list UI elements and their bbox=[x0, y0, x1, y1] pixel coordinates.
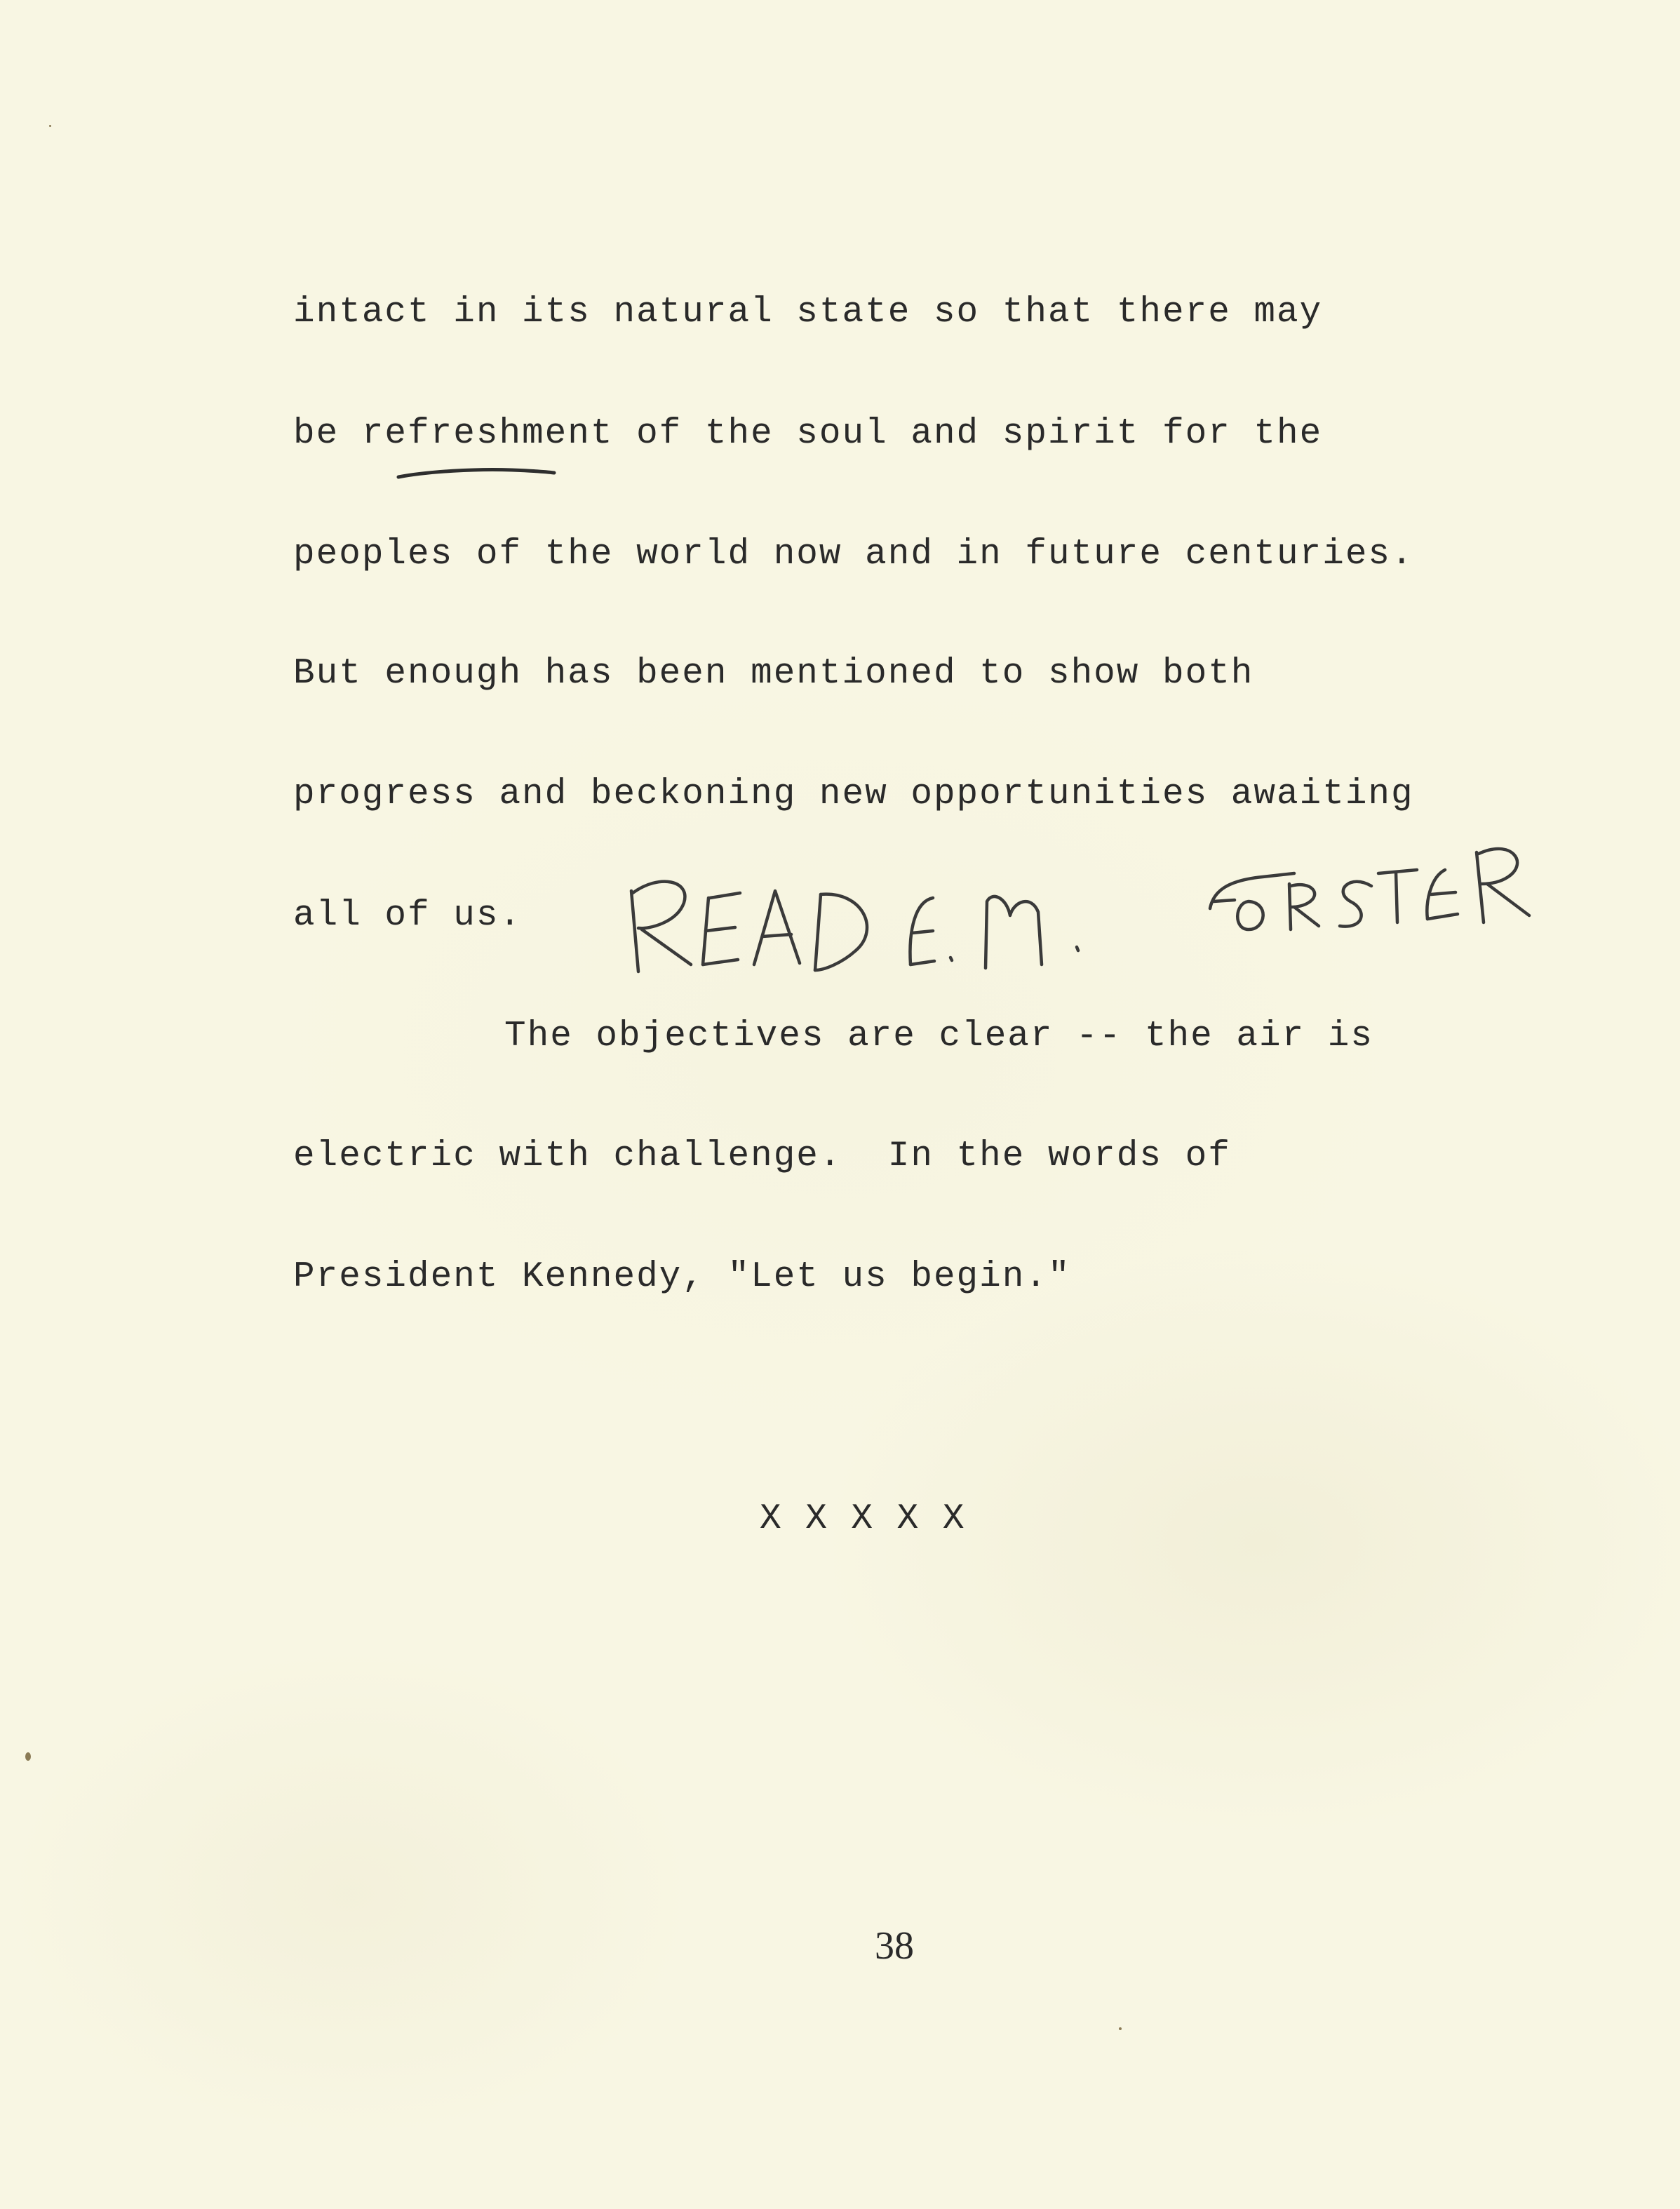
text-line-4: But enough has been mentioned to show both bbox=[293, 654, 1254, 694]
handwritten-note bbox=[617, 824, 1613, 993]
handwritten-note-text bbox=[631, 870, 638, 877]
text-line-1: intact in its natural state so that there may bbox=[293, 293, 1323, 333]
text-line-7: The objectives are clear -- the air is bbox=[504, 1016, 1373, 1056]
text-line-2: be refreshment of the soul and spirit for the bbox=[293, 414, 1323, 454]
paper-speck bbox=[1119, 2027, 1122, 2030]
paper-speck bbox=[49, 125, 51, 127]
text-line-3: peoples of the world now and in future centuries. bbox=[293, 535, 1414, 575]
page-number: 38 bbox=[875, 1924, 914, 1968]
handwritten-underline bbox=[393, 463, 561, 484]
text-line-6: all of us. bbox=[293, 896, 523, 936]
paper-speck bbox=[25, 1752, 31, 1761]
text-line-5: progress and beckoning new opportunities awaiting bbox=[293, 774, 1414, 814]
end-marker: X X X X X bbox=[760, 1499, 966, 1539]
text-line-9: President Kennedy, "Let us begin." bbox=[293, 1257, 1071, 1297]
text-line-8: electric with challenge. In the words of bbox=[293, 1136, 1231, 1176]
